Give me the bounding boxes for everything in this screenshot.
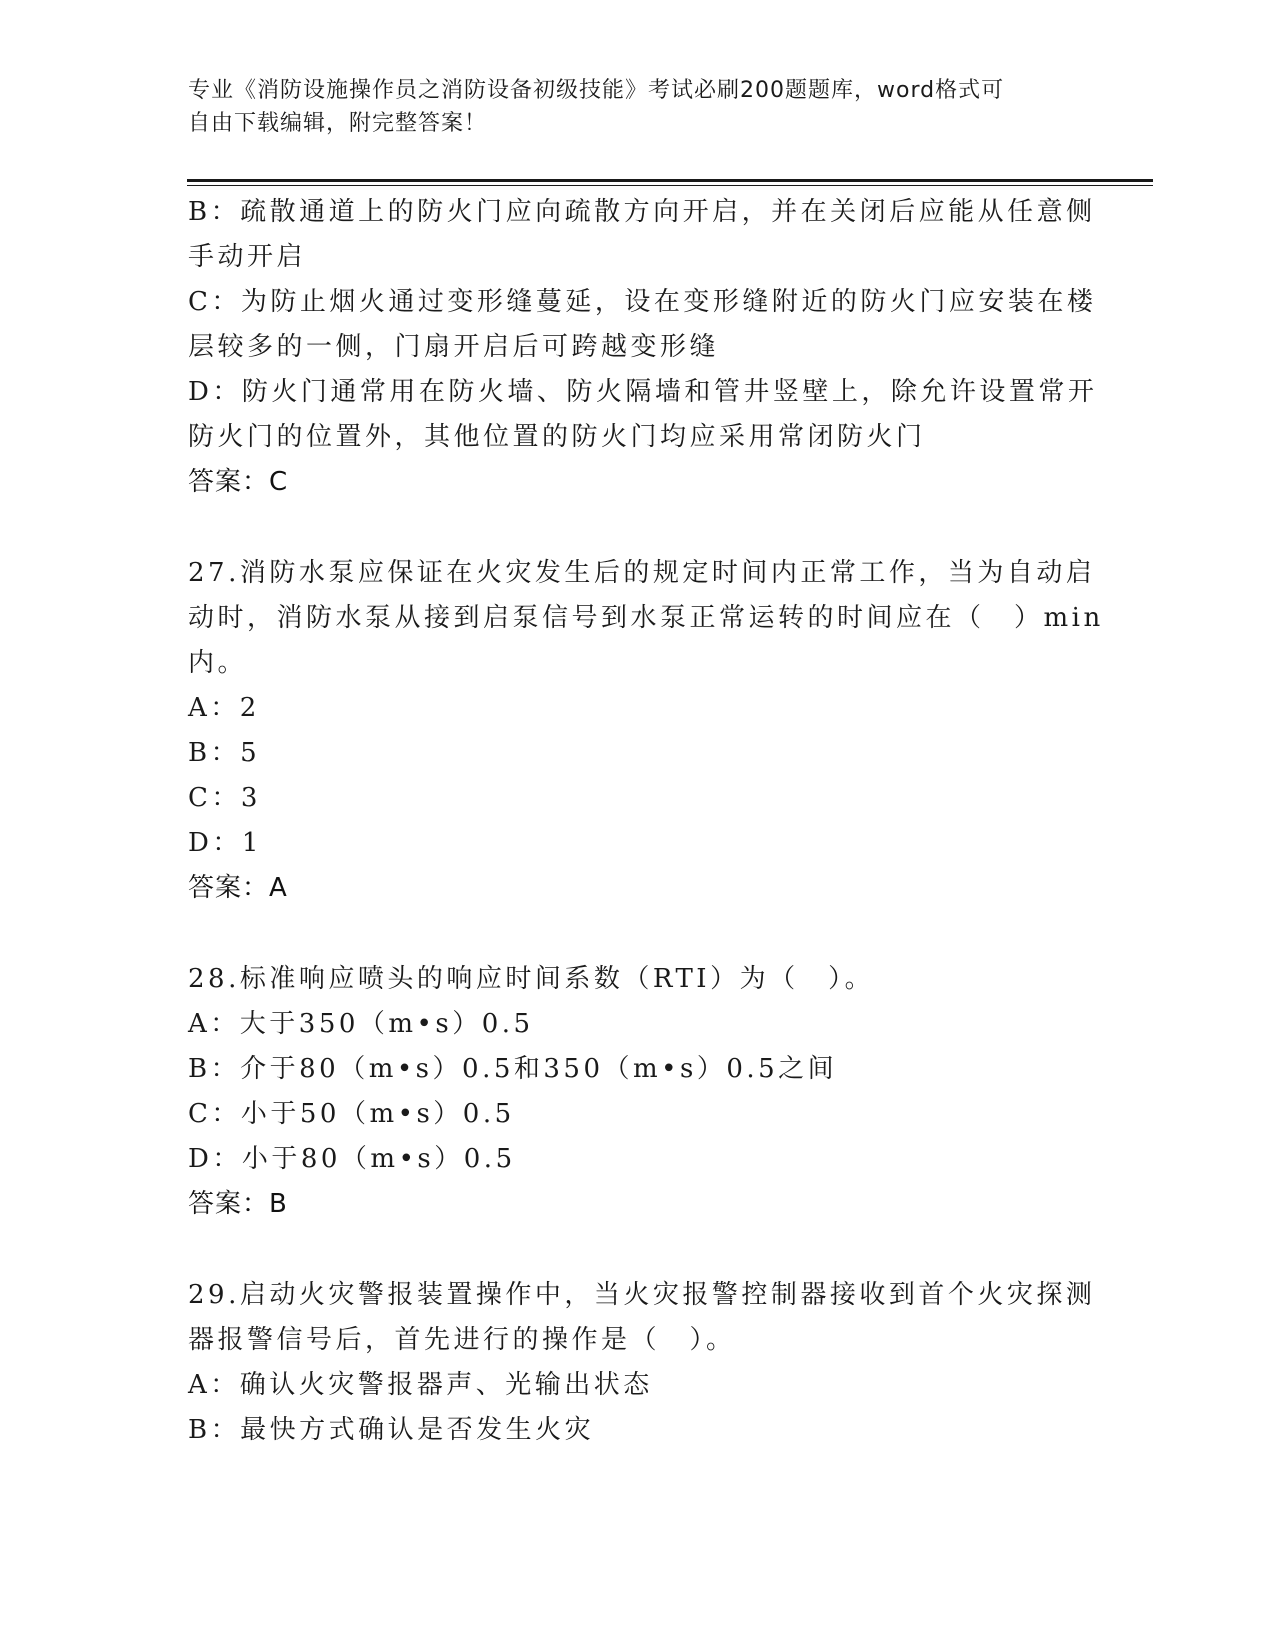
q26-option-c-line-2: 层较多的一侧，门扇开启后可跨越变形缝 <box>188 332 720 362</box>
q26-option-b-line-2: 手动开启 <box>188 242 307 272</box>
header-title-line-1: 专业《消防设施操作员之消防设备初级技能》考试必刷200题题库，word格式可 <box>188 78 1005 103</box>
spacer <box>188 911 1088 957</box>
q28-stem-line-1: 28.标准响应喷头的响应时间系数（RTI）为（ ）。 <box>188 964 875 994</box>
q27-option-a: A：2 <box>188 693 260 723</box>
question-29 <box>188 1273 1096 1453</box>
header-divider-thin <box>187 185 1153 186</box>
question-28 <box>188 957 1088 1227</box>
q27-stem-line-2: 动时，消防水泵从接到启泵信号到水泵正常运转的时间应在（ ）min <box>188 603 1104 633</box>
q28-option-c: C：小于50（m•s）0.5 <box>188 1099 515 1129</box>
header-divider-thick <box>187 179 1153 182</box>
q27-option-d: D：1 <box>188 828 262 858</box>
q27-stem-line-3: 内。 <box>188 648 248 678</box>
q28-option-b: B：介于80（m•s）0.5和350（m•s）0.5之间 <box>188 1054 838 1084</box>
q29-stem-line-2: 器报警信号后，首先进行的操作是（ ）。 <box>188 1325 736 1355</box>
page-header <box>188 74 1068 140</box>
question-26-continued <box>188 190 1098 505</box>
q29-option-b: B：最快方式确认是否发生火灾 <box>188 1415 595 1445</box>
header-title-line-2: 自由下载编辑，附完整答案！ <box>188 111 488 136</box>
q29-option-a: A：确认火灾警报器声、光输出状态 <box>188 1370 653 1400</box>
q26-option-b-line-1: B：疏散通道上的防火门应向疏散方向开启，并在关闭后应能从任意侧 <box>188 197 1096 227</box>
q26-answer: 答案：C <box>188 467 289 497</box>
q27-answer: 答案：A <box>188 873 288 903</box>
q26-option-d-line-1: D：防火门通常用在防火墙、防火隔墙和管井竖壁上，除允许设置常开 <box>188 377 1098 407</box>
q28-answer: 答案：B <box>188 1189 288 1219</box>
q29-stem-line-1: 29.启动火灾警报装置操作中，当火灾报警控制器接收到首个火灾探测 <box>188 1280 1096 1310</box>
q28-option-d: D：小于80（m•s）0.5 <box>188 1144 516 1174</box>
q26-option-c-line-1: C：为防止烟火通过变形缝蔓延，设在变形缝附近的防火门应安装在楼 <box>188 287 1097 317</box>
q27-stem-line-1: 27.消防水泵应保证在火灾发生后的规定时间内正常工作，当为自动启 <box>188 558 1096 588</box>
spacer <box>188 1227 1088 1273</box>
question-27 <box>188 551 1104 911</box>
spacer <box>188 505 1088 551</box>
document-body <box>188 190 1104 1453</box>
q26-option-d-line-2: 防火门的位置外，其他位置的防火门均应采用常闭防火门 <box>188 422 926 452</box>
q27-option-c: C：3 <box>188 783 261 813</box>
q28-option-a: A：大于350（m•s）0.5 <box>188 1009 534 1039</box>
q27-option-b: B：5 <box>188 738 261 768</box>
